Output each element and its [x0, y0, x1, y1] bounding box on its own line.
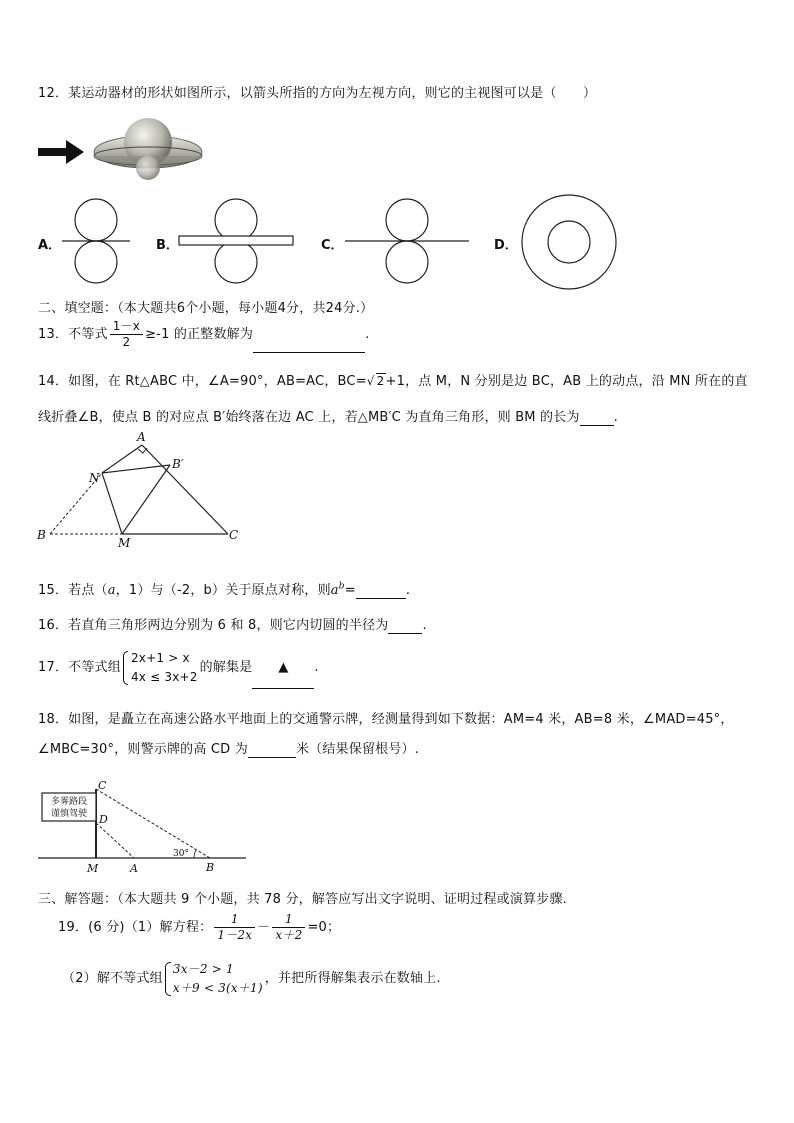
- q14-label-c: C: [229, 528, 239, 542]
- q12-option-c-label[interactable]: C．: [321, 238, 344, 253]
- q15: [38, 579, 410, 599]
- q19-fraction-1: [214, 912, 255, 943]
- q18-label-d: D: [99, 813, 108, 826]
- q15-answer-blank[interactable]: [356, 583, 406, 599]
- q18-label-a: A: [130, 862, 138, 875]
- q13-answer-blank[interactable]: [253, 318, 365, 353]
- q18-sign-figure: [34, 777, 248, 877]
- q17-end: .: [314, 660, 319, 675]
- q18-line2-b: 米（结果保留根号）.: [295, 742, 420, 757]
- q14-line1: 14．如图，在 Rt△ABC 中，∠A=90°，AB=AC，BC=√ 2+1，点 M，N 分别是边 BC，AB 上的动点，沿 MN 所在的直: [38, 374, 748, 389]
- q15-var-a: a: [107, 583, 116, 598]
- q19-ineq2: x＋9 < 3(x＋1): [172, 980, 263, 995]
- q14-line1-b: +1，点 M，N 分别是边 BC，AB 上的动点，沿 MN 所在的直: [385, 374, 748, 389]
- q18-sign-line2: 谨慎驾驶: [50, 809, 88, 819]
- q14-end: .: [613, 410, 619, 425]
- q19-ineq1: 3x－2 > 1: [172, 961, 234, 976]
- q12-option-b-figure[interactable]: [178, 196, 294, 286]
- q19-p1-after: =0；: [307, 920, 341, 935]
- q12-option-d-label[interactable]: D．: [494, 238, 518, 253]
- q14-label-b-prime: B′: [172, 457, 184, 471]
- q19-p2-after: ，并把所得解集表示在数轴上.: [264, 971, 441, 986]
- q13-fraction: [110, 319, 143, 350]
- q16-answer-blank[interactable]: [388, 618, 422, 634]
- q17-answer-blank[interactable]: [252, 648, 314, 689]
- q16: [38, 614, 427, 634]
- q17-before: 17．不等式组: [38, 660, 121, 675]
- q13-numerator: 1－x: [110, 319, 143, 335]
- q15-c: =: [344, 583, 356, 598]
- q19-minus: －: [257, 920, 271, 935]
- q18-label-b: B: [206, 861, 215, 874]
- q12-text: 12．某运动器材的形状如图所示，以箭头所指的方向为左视方向，则它的主视图可以是（ ）: [38, 86, 597, 101]
- q18-line2: [38, 738, 419, 758]
- q19-p2-before: （2）解不等式组: [62, 971, 163, 986]
- q19-f1-denominator: 1－2x: [217, 928, 253, 942]
- q19-part2: [62, 957, 441, 1001]
- q14-line2-text: 线折叠∠B，使点 B 的对应点 B′始终落在边 AC 上，若△MB′C 为直角三角形，则 BM 的长为: [38, 410, 580, 425]
- section-3-heading: 三、解答题：（本大题共 9 个小题，共 78 分，解答应写出文字说明、证明过程或演算步骤.: [38, 892, 567, 907]
- q17-inequality-system: [123, 649, 198, 687]
- q14-label-b: B: [37, 528, 46, 542]
- q12-object-figure: [38, 110, 203, 188]
- q19-part1: [58, 910, 340, 946]
- q18-answer-blank[interactable]: [248, 742, 296, 758]
- section-2-heading: 二、填空题：（本大题共6个小题，每小题4分，共24分.）: [38, 301, 374, 316]
- q15-power-exp: b: [338, 581, 345, 592]
- q19-f2-numerator: 1: [272, 912, 305, 928]
- q14-line2: [38, 406, 618, 426]
- q19-f1-numerator: 1: [214, 912, 255, 928]
- q19-inequality-system: [165, 960, 263, 998]
- q14-label-a: A: [137, 430, 146, 444]
- q13-end: .: [365, 327, 370, 342]
- q15-b: ，1）与（-2，b）关于原点对称，则: [115, 583, 331, 598]
- q17: [38, 648, 319, 689]
- q13: [38, 318, 369, 353]
- q17-ineq1: 2x+1 > x: [130, 650, 190, 665]
- q17-ineq2: 4x ≤ 3x+2: [130, 669, 198, 684]
- q18-label-m: M: [87, 862, 99, 875]
- q18-line1: 18．如图，是矗立在高速公路水平地面上的交通警示牌，经测量得到如下数据：AM=4 米，AB=8 米，∠MAD=45°，: [38, 712, 734, 727]
- q19-fraction-2: [272, 912, 305, 943]
- q17-triangle-mark: ▲: [278, 660, 289, 675]
- q19-f2-denominator: x＋2: [275, 928, 303, 942]
- q13-before: 13．不等式: [38, 327, 108, 342]
- q16-end: .: [422, 618, 427, 633]
- q16-text: 16．若直角三角形两边分别为 6 和 8，则它内切圆的半径为: [38, 618, 389, 633]
- q14-triangle-figure: [34, 430, 244, 552]
- q15-a: 15．若点（: [38, 583, 108, 598]
- q14-label-n: N: [89, 471, 100, 485]
- q18-sign-line1: 多雾路段: [50, 797, 88, 807]
- q15-end: .: [405, 583, 411, 598]
- q12-option-c-figure[interactable]: [345, 196, 469, 286]
- q12-option-a-label[interactable]: A．: [38, 238, 62, 253]
- q12-option-b-label[interactable]: B．: [156, 238, 179, 253]
- q12-option-a-figure[interactable]: [62, 196, 130, 286]
- q12-option-d-figure[interactable]: [518, 193, 620, 291]
- q14-answer-blank[interactable]: [580, 410, 614, 426]
- q15-power-base: a: [330, 583, 339, 598]
- q18-line2-a: ∠MBC=30°，则警示牌的高 CD 为: [38, 742, 248, 757]
- q14-label-m: M: [118, 536, 131, 550]
- q14-sqrt-value: 2: [376, 374, 385, 388]
- q13-denominator: 2: [122, 335, 131, 349]
- q19-p1-before: 19．(6 分)（1）解方程：: [58, 920, 213, 935]
- q13-after: ≥-1 的正整数解为: [145, 327, 254, 342]
- q18-angle-label: 30°: [173, 849, 189, 859]
- q17-after: 的解集是: [199, 660, 253, 675]
- q18-label-c: C: [98, 779, 107, 792]
- q14-line1-a: 14．如图，在 Rt△ABC 中，∠A=90°，AB=AC，BC=: [38, 374, 367, 389]
